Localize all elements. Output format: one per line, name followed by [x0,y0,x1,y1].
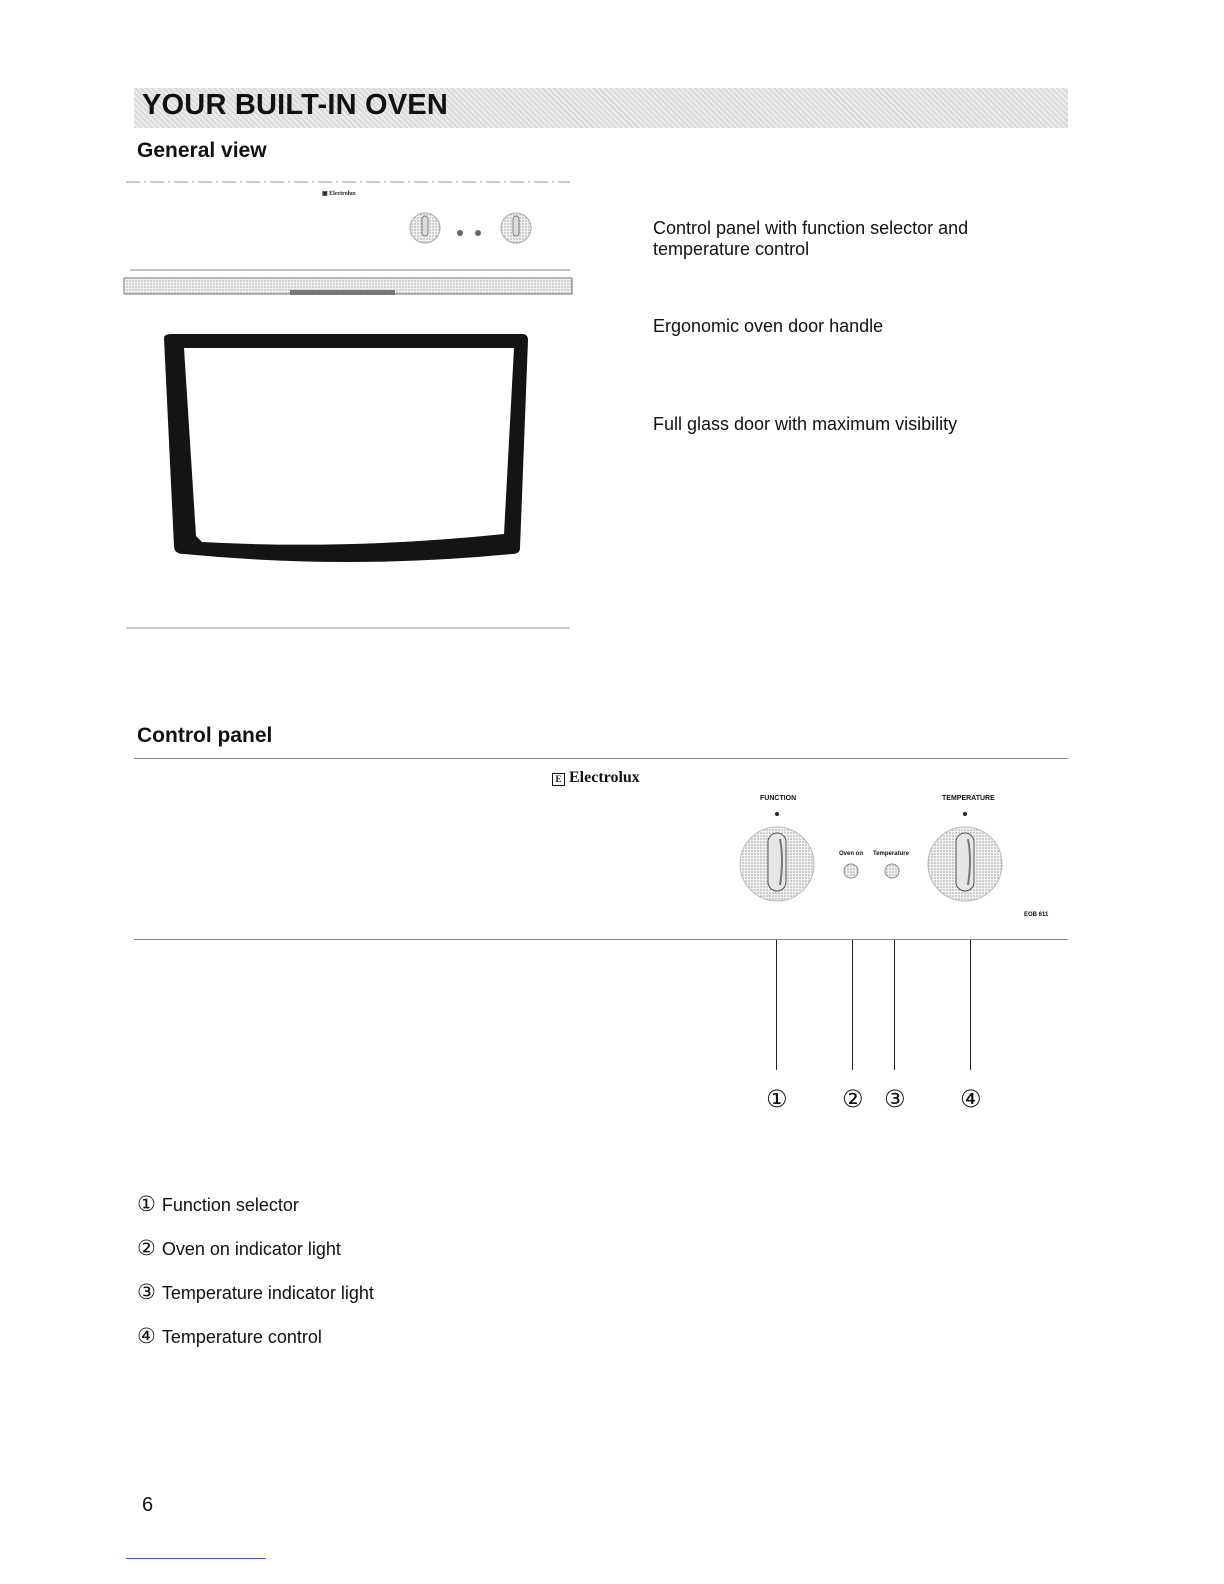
control-panel-top-rule [134,758,1068,759]
legend-item [137,1192,299,1217]
page-title: YOUR BUILT-IN OVEN [142,89,448,121]
legend-text: Temperature control [161,1327,322,1347]
brand-mark-icon: E [552,773,565,786]
callout-line-3 [894,940,895,1070]
control-panel-drawing [730,805,1020,920]
legend-number: ③ [137,1280,156,1304]
page-number: 6 [142,1494,154,1516]
legend-number: ④ [137,1324,156,1348]
temperature-knob-grip [956,833,974,891]
legend-item [137,1280,374,1305]
legend-text: Function selector [161,1195,299,1215]
function-knob-grip [768,833,786,891]
oven-drawing [120,178,580,638]
legend-item [137,1236,341,1261]
control-panel-bottom-rule [134,939,1068,940]
callout-line-1 [776,940,777,1070]
temperature-light-label: Temperature [873,851,909,857]
oven-door-glass [184,348,514,545]
brand-name: Electrolux [569,769,640,786]
general-view-heading: General view [137,139,267,162]
callout-number-2: ② [842,1085,864,1113]
legend-text: Oven on indicator light [161,1239,341,1259]
legend-item [137,1324,322,1349]
callout-line-4 [970,940,971,1070]
footer-rule [126,1558,266,1559]
function-label: FUNCTION [760,795,797,802]
control-panel-heading: Control panel [137,724,273,747]
oven-illustration [120,178,580,638]
caption-control-panel: Control panel with function selector and temperature control [653,218,969,259]
callout-number-1: ① [766,1085,788,1113]
temperature-light [885,864,899,878]
callout-line-2 [852,940,853,1070]
legend-text: Temperature indicator light [161,1283,374,1303]
model-number: EOB 611 [1024,912,1049,918]
callout-number-4: ④ [960,1085,982,1113]
caption-door-handle: Ergonomic oven door handle [653,316,884,336]
legend-number: ② [137,1236,156,1260]
callout-number-3: ③ [884,1085,906,1113]
oven-on-light [844,864,858,878]
legend-number: ① [137,1192,156,1216]
caption-glass-door: Full glass door with maximum visibility [653,414,958,434]
svg-text:▣ Electrolux: ▣ Electrolux [322,191,356,197]
oven-on-label: Oven on [839,851,864,857]
brand-logo [552,769,640,787]
temperature-label: TEMPERATURE [942,795,995,802]
